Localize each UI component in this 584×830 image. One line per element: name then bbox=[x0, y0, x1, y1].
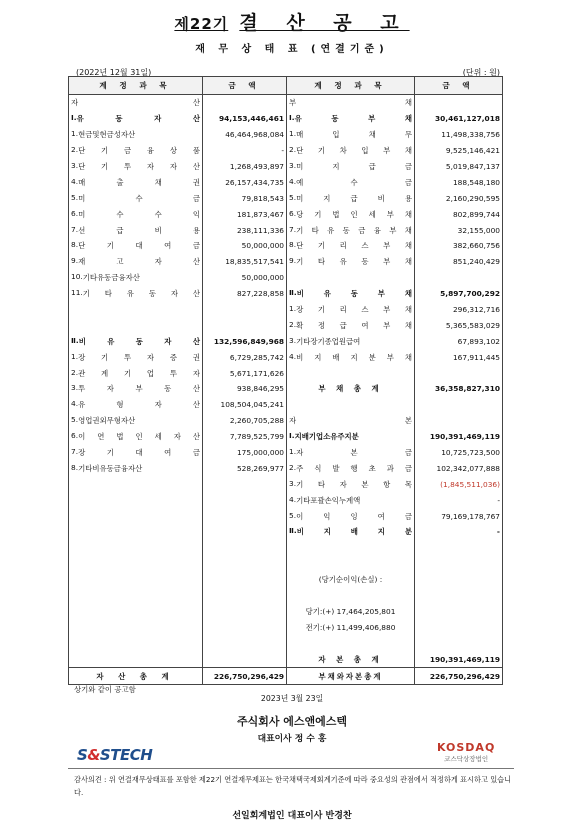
table-row bbox=[69, 111, 503, 127]
amount-left: 238,111,336 bbox=[203, 222, 287, 238]
amount-right: 30,461,127,018 bbox=[415, 111, 503, 127]
amount-left: 6,729,285,742 bbox=[203, 349, 287, 365]
table-row bbox=[69, 413, 503, 429]
empty-cell bbox=[415, 604, 503, 620]
account-label-left bbox=[69, 476, 203, 492]
account-label-right: 3. 기타장기종업원급여 bbox=[287, 333, 415, 349]
account-label-left: 5. 영업권외무형자산 bbox=[69, 413, 203, 429]
account-label-left bbox=[69, 540, 203, 556]
amount-left: 108,504,045,241 bbox=[203, 397, 287, 413]
account-label-left: 3. 투 자 부 동 산 bbox=[69, 381, 203, 397]
amount-left: 94,153,446,461 bbox=[203, 111, 287, 127]
table-row bbox=[69, 190, 503, 206]
account-label-right: 1. 자 본 금 bbox=[287, 445, 415, 461]
col-header-account-right: 계 정 과 목 bbox=[287, 77, 415, 95]
account-label-right: 자 본 bbox=[287, 413, 415, 429]
amount-left: 2,260,705,288 bbox=[203, 413, 287, 429]
amount-right: 9,525,146,421 bbox=[415, 143, 503, 159]
fiscal-period: 제22기 bbox=[174, 15, 229, 33]
account-label-right: 2. 단 기 차 입 부 채 bbox=[287, 143, 415, 159]
table-row bbox=[69, 476, 503, 492]
account-label-right bbox=[287, 270, 415, 286]
amount-left: 46,464,968,084 bbox=[203, 127, 287, 143]
account-label-left: 7. 장 기 대 여 금 bbox=[69, 445, 203, 461]
amount-left: 50,000,000 bbox=[203, 270, 287, 286]
empty-cell bbox=[203, 588, 287, 604]
amount-right bbox=[415, 397, 503, 413]
account-label-left: 4. 유 형 자 산 bbox=[69, 397, 203, 413]
amount-left: 175,000,000 bbox=[203, 445, 287, 461]
table-row bbox=[69, 524, 503, 540]
table-row bbox=[69, 460, 503, 476]
table-row bbox=[69, 429, 503, 445]
amount-left: 18,835,517,541 bbox=[203, 254, 287, 270]
amount-right: 10,725,723,500 bbox=[415, 445, 503, 461]
table-row bbox=[69, 540, 503, 556]
col-header-amount-left: 금 액 bbox=[203, 77, 287, 95]
account-label-right: Ⅱ. 비 유 동 부 채 bbox=[287, 286, 415, 302]
amount-right: 296,312,716 bbox=[415, 302, 503, 318]
account-label-left bbox=[69, 524, 203, 540]
account-label-right: 5. 미 지 급 비 용 bbox=[287, 190, 415, 206]
balance-sheet-body bbox=[69, 95, 503, 685]
empty-cell bbox=[203, 635, 287, 651]
empty-cell bbox=[415, 635, 503, 651]
amount-right: 36,358,827,310 bbox=[415, 381, 503, 397]
table-row bbox=[69, 95, 503, 111]
account-label-left bbox=[69, 508, 203, 524]
amount-left: 132,596,849,968 bbox=[203, 333, 287, 349]
table-header-row bbox=[69, 77, 503, 95]
account-label-left: 2. 단 기 금 융 상 품 bbox=[69, 143, 203, 159]
account-label-right: 5. 이 익 잉 여 금 bbox=[287, 508, 415, 524]
account-label-left: 자 산 bbox=[69, 95, 203, 111]
table-row bbox=[69, 445, 503, 461]
amount-left: 528,269,977 bbox=[203, 460, 287, 476]
amount-right: 5,019,847,137 bbox=[415, 159, 503, 175]
empty-cell bbox=[203, 651, 287, 667]
amount-left bbox=[203, 556, 287, 572]
memo-row bbox=[69, 619, 503, 635]
spacer-row bbox=[69, 588, 503, 604]
account-label-right: Ⅰ. 유 동 부 채 bbox=[287, 111, 415, 127]
table-row bbox=[69, 143, 503, 159]
amount-right: 167,911,445 bbox=[415, 349, 503, 365]
account-label-left: 5. 미 수 금 bbox=[69, 190, 203, 206]
account-label-right bbox=[287, 365, 415, 381]
account-label-right: 부 채 bbox=[287, 95, 415, 111]
amount-right: - bbox=[415, 492, 503, 508]
net-income-current: 당기:(+) 17,464,205,801 bbox=[287, 604, 415, 620]
table-row bbox=[69, 174, 503, 190]
equity-total-value: 190,391,469,119 bbox=[415, 651, 503, 667]
empty-cell bbox=[69, 635, 203, 651]
account-label-right: 4. 예 수 금 bbox=[287, 174, 415, 190]
notice-date: 2023년 3월 23일 bbox=[260, 694, 324, 703]
amount-right: 32,155,000 bbox=[415, 222, 503, 238]
company-name: 주식회사 에스앤에스텍 bbox=[236, 715, 348, 728]
auditor-name: 선일회계법인 대표이사 반경찬 bbox=[232, 811, 352, 821]
kosdaq-logo bbox=[437, 741, 495, 763]
table-row bbox=[69, 127, 503, 143]
account-label-right: 3. 미 지 급 금 bbox=[287, 159, 415, 175]
amount-left: - bbox=[203, 143, 287, 159]
account-label-left bbox=[69, 492, 203, 508]
amount-left bbox=[203, 508, 287, 524]
amount-right: 2,160,290,595 bbox=[415, 190, 503, 206]
empty-cell bbox=[415, 588, 503, 604]
amount-left bbox=[203, 492, 287, 508]
amount-right: 190,391,469,119 bbox=[415, 429, 503, 445]
account-label-left: 4. 매 출 채 권 bbox=[69, 174, 203, 190]
amount-left: 181,873,467 bbox=[203, 206, 287, 222]
amount-right bbox=[415, 540, 503, 556]
table-row bbox=[69, 238, 503, 254]
net-income-prior: 전기:(+) 11,499,406,880 bbox=[287, 619, 415, 635]
table-row bbox=[69, 492, 503, 508]
empty-cell bbox=[69, 588, 203, 604]
amount-left bbox=[203, 524, 287, 540]
account-label-right bbox=[287, 540, 415, 556]
amount-left bbox=[203, 302, 287, 318]
amount-right: 188,548,180 bbox=[415, 174, 503, 190]
notice-heading: 결 산 공 고 bbox=[239, 12, 410, 34]
amount-right: 5,365,583,029 bbox=[415, 317, 503, 333]
statement-subtitle: 재 무 상 태 표 (연결기준) bbox=[195, 44, 389, 55]
table-row bbox=[69, 508, 503, 524]
amount-right: 11,498,338,756 bbox=[415, 127, 503, 143]
account-label-right: 3. 기 타 자 본 항 목 bbox=[287, 476, 415, 492]
table-row bbox=[69, 333, 503, 349]
amount-left: 1,268,493,897 bbox=[203, 159, 287, 175]
amount-right bbox=[415, 556, 503, 572]
table-row bbox=[69, 349, 503, 365]
empty-cell bbox=[203, 604, 287, 620]
amount-right bbox=[415, 365, 503, 381]
account-label-left bbox=[69, 302, 203, 318]
company-logo: S&STECH bbox=[77, 746, 153, 764]
table-row bbox=[69, 159, 503, 175]
account-label-right: 6. 당 기 법 인 세 부 채 bbox=[287, 206, 415, 222]
account-label-left: 3. 단 기 투 자 자 산 bbox=[69, 159, 203, 175]
amount-left bbox=[203, 540, 287, 556]
account-label-left: 8. 기타비유동금융자산 bbox=[69, 460, 203, 476]
empty-cell bbox=[69, 572, 203, 588]
amount-right: 67,893,102 bbox=[415, 333, 503, 349]
total-liab-equity-value: 226,750,296,429 bbox=[415, 668, 503, 685]
empty-cell bbox=[69, 619, 203, 635]
table-row bbox=[69, 302, 503, 318]
amount-right: - bbox=[415, 524, 503, 540]
amount-right bbox=[415, 270, 503, 286]
account-label-right: 부 채 총 계 bbox=[287, 381, 415, 397]
account-label-right bbox=[287, 397, 415, 413]
net-income-title: (당기순이익(손실) : bbox=[287, 572, 415, 588]
footer-divider bbox=[68, 768, 514, 769]
empty-cell bbox=[415, 572, 503, 588]
kosdaq-wordmark: KOSDAQ bbox=[437, 741, 496, 754]
account-label-right: Ⅰ. 지배기업소유주지분 bbox=[287, 429, 415, 445]
account-label-left: Ⅰ. 유 동 자 산 bbox=[69, 111, 203, 127]
col-header-account-left: 계 정 과 목 bbox=[69, 77, 203, 95]
amount-left: 7,789,525,799 bbox=[203, 429, 287, 445]
table-row bbox=[69, 317, 503, 333]
account-label-right: 2. 확 정 급 여 부 채 bbox=[287, 317, 415, 333]
table-row bbox=[69, 365, 503, 381]
account-label-right: 4. 비 지 배 지 분 부 채 bbox=[287, 349, 415, 365]
account-label-left: 2. 관 계 기 업 투 자 bbox=[69, 365, 203, 381]
statement-date: (2022년 12월 31일) bbox=[76, 68, 152, 77]
amount-right: 802,899,744 bbox=[415, 206, 503, 222]
account-label-left: 7. 선 급 비 용 bbox=[69, 222, 203, 238]
account-label-right: 2. 주 식 발 행 초 과 금 bbox=[287, 460, 415, 476]
account-label-left: 1. 장 기 투 자 증 권 bbox=[69, 349, 203, 365]
total-assets-label: 자 산 총 계 bbox=[69, 668, 203, 685]
empty-cell bbox=[287, 635, 415, 651]
amount-left: 5,671,171,626 bbox=[203, 365, 287, 381]
amount-left bbox=[203, 95, 287, 111]
amount-right bbox=[415, 413, 503, 429]
amount-left: 79,818,543 bbox=[203, 190, 287, 206]
grand-total-row bbox=[69, 668, 503, 685]
table-row bbox=[69, 397, 503, 413]
amount-left: 26,157,434,735 bbox=[203, 174, 287, 190]
account-label-left: 11. 기 타 유 동 자 산 bbox=[69, 286, 203, 302]
amount-left: 50,000,000 bbox=[203, 238, 287, 254]
empty-cell bbox=[203, 572, 287, 588]
empty-cell bbox=[415, 619, 503, 635]
amount-left: 827,228,858 bbox=[203, 286, 287, 302]
account-label-right: 7. 기 타 유 동 금 융 부 채 bbox=[287, 222, 415, 238]
amount-left bbox=[203, 317, 287, 333]
memo-row bbox=[69, 604, 503, 620]
account-label-right: 4. 기타포괄손익누계액 bbox=[287, 492, 415, 508]
amount-left: 938,846,295 bbox=[203, 381, 287, 397]
account-label-left: 9. 재 고 자 산 bbox=[69, 254, 203, 270]
kosdaq-subtext: 코스닥상장법인 bbox=[444, 755, 489, 763]
total-assets-value: 226,750,296,429 bbox=[203, 668, 287, 685]
spacer-row bbox=[69, 635, 503, 651]
amount-left bbox=[203, 476, 287, 492]
table-row bbox=[69, 254, 503, 270]
notice-title bbox=[0, 8, 584, 35]
account-label-right bbox=[287, 556, 415, 572]
balance-sheet-table bbox=[68, 76, 503, 685]
amount-right bbox=[415, 95, 503, 111]
empty-cell bbox=[69, 604, 203, 620]
account-label-left: 10. 기타유동금융자산 bbox=[69, 270, 203, 286]
amount-right: (1,845,511,036) bbox=[415, 476, 503, 492]
total-liab-equity-label: 부채와자본총계 bbox=[287, 668, 415, 685]
account-label-left: Ⅱ. 비 유 동 자 산 bbox=[69, 333, 203, 349]
amount-right: 851,240,429 bbox=[415, 254, 503, 270]
equity-total-row bbox=[69, 651, 503, 667]
account-label-right: Ⅱ. 비 지 배 지 분 bbox=[287, 524, 415, 540]
amount-right: 5,897,700,292 bbox=[415, 286, 503, 302]
amount-right: 382,660,756 bbox=[415, 238, 503, 254]
unit-label: (단위 : 원) bbox=[462, 68, 500, 77]
empty-cell bbox=[287, 588, 415, 604]
account-label-left: 6. 이 연 법 인 세 자 산 bbox=[69, 429, 203, 445]
account-label-left bbox=[69, 317, 203, 333]
account-label-left: 6. 미 수 수 익 bbox=[69, 206, 203, 222]
amount-right: 79,169,178,767 bbox=[415, 508, 503, 524]
table-row bbox=[69, 286, 503, 302]
empty-cell bbox=[69, 651, 203, 667]
table-row bbox=[69, 222, 503, 238]
empty-cell bbox=[203, 619, 287, 635]
table-row bbox=[69, 556, 503, 572]
account-label-left bbox=[69, 556, 203, 572]
col-header-amount-right: 금 액 bbox=[415, 77, 503, 95]
notice-statement: 상기와 같이 공고함 bbox=[74, 685, 136, 694]
equity-total-label: 자 본 총 계 bbox=[287, 651, 415, 667]
amount-right: 102,342,077,888 bbox=[415, 460, 503, 476]
account-label-right: 1. 매 입 채 무 bbox=[287, 127, 415, 143]
memo-row bbox=[69, 572, 503, 588]
account-label-right: 1. 장 기 리 스 부 채 bbox=[287, 302, 415, 318]
ceo-name: 대표이사 정 수 홍 bbox=[257, 734, 327, 744]
table-row bbox=[69, 270, 503, 286]
account-label-right: 8. 단 기 리 스 부 채 bbox=[287, 238, 415, 254]
table-row bbox=[69, 381, 503, 397]
account-label-left: 8. 단 기 대 여 금 bbox=[69, 238, 203, 254]
audit-opinion: 감사의견 : 위 연결재무상태표를 포함한 제22기 연결재무제표는 한국채택국제회계기준에 따라 중요성의 관점에서 적정하게 표시하고 있습니다. bbox=[74, 775, 512, 797]
account-label-left: 1. 현금및현금성자산 bbox=[69, 127, 203, 143]
table-row bbox=[69, 206, 503, 222]
account-label-right: 9. 기 타 유 동 부 채 bbox=[287, 254, 415, 270]
